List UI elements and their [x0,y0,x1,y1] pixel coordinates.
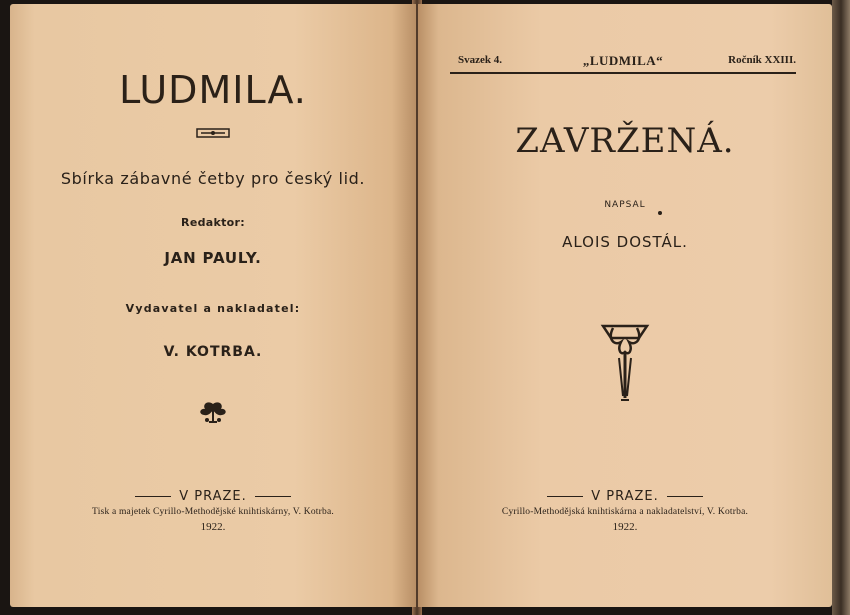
author-label: NAPSAL [604,200,646,210]
banner-ornament-icon [10,126,416,145]
right-page [418,4,832,607]
flower-ornament-icon [10,400,416,431]
place-text: V PRAZE. [591,489,659,504]
publication-year: 1922. [612,521,638,533]
place-line [418,489,832,504]
running-header [450,54,796,74]
header-series-name: „LUDMILA“ [582,53,664,68]
publisher-label: Vydavatel a nakladatel: [125,302,301,315]
publisher-name: V. KOTRBA. [163,344,263,360]
editor-name: JAN PAULY. [164,249,262,267]
author-name: ALOIS DOSTÁL. [562,233,688,251]
editor-label: Redaktor: [181,216,245,229]
rule-right [667,496,703,497]
place-text: V PRAZE. [179,489,247,504]
series-title: LUDMILA. [119,68,307,112]
year-of-issue: Ročník XXIII. [728,54,796,66]
ink-speck [658,211,662,215]
rule-right [255,496,291,497]
art-nouveau-ornament-icon [418,322,832,409]
volume-number: Svazek 4. [458,54,502,66]
place-line [10,489,416,504]
series-subtitle: Sbírka zábavné četby pro český lid. [60,169,366,188]
left-page [10,4,416,607]
printer-line: Tisk a majetek Cyrillo-Methodějské knihtiskárny, V. Kotrba. [92,507,334,517]
publication-year: 1922. [200,521,226,533]
rule-left [547,496,583,497]
work-title: ZAVRŽENÁ. [515,121,735,161]
rule-left [135,496,171,497]
page-edges [832,0,850,615]
printer-line: Cyrillo-Methodějská knihtiskárna a nakladatelství, V. Kotrba. [501,507,749,517]
